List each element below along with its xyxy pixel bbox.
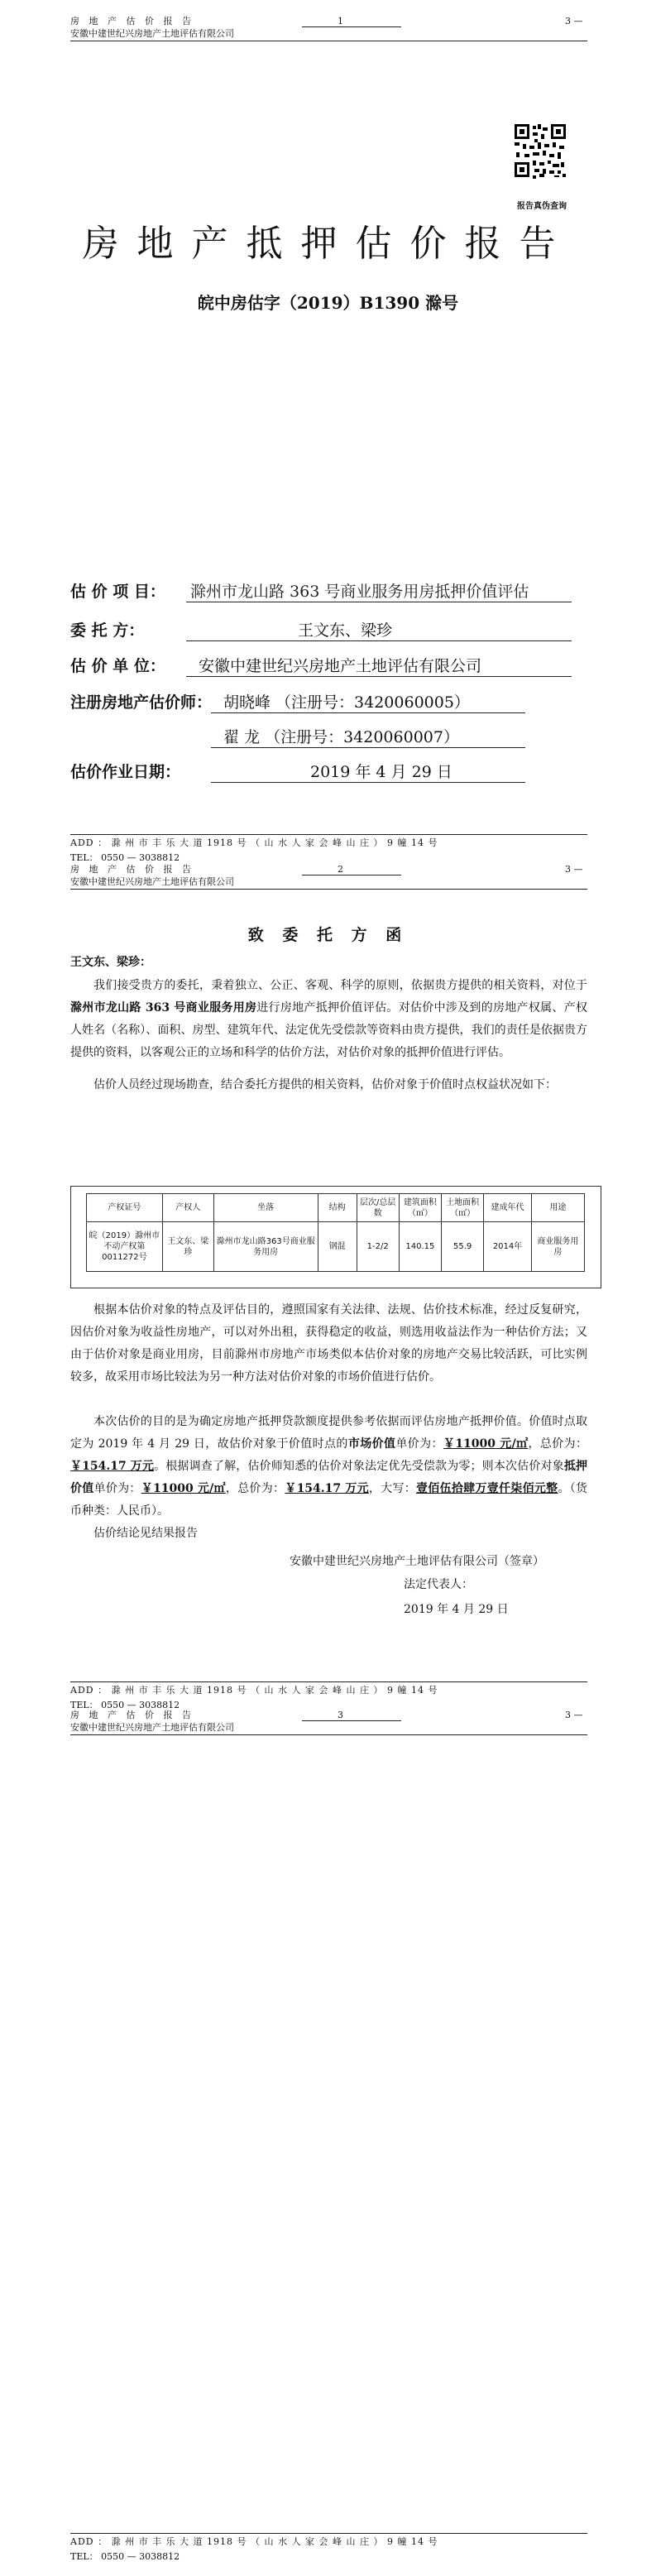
- p1-text-a: 我们接受贵方的委托，秉着独立、公正、客观、科学的原则，依据贵方提供的相关资料，对位于: [93, 979, 587, 992]
- letter-paragraph-4: [70, 1411, 587, 1523]
- td-use: 商业服务用房: [531, 1222, 584, 1272]
- page3-number: 3: [338, 1710, 343, 1720]
- qr-caption: 报告真伪查询: [517, 202, 567, 211]
- th-year: 建成年代: [484, 1194, 532, 1222]
- page3-header-rule: [70, 1734, 587, 1735]
- letter-paragraph-1: [70, 975, 587, 1064]
- td-land-area: 55.9: [442, 1222, 484, 1272]
- th-structure: 结构: [318, 1194, 357, 1222]
- project-label: 估 价 项 目：: [70, 583, 165, 601]
- page3-footer-rule: [70, 2533, 587, 2534]
- p1-property-address: 滁州市龙山路 363 号商业服务用房: [70, 1001, 257, 1015]
- p4-text-e: 。根据调查了解，估价师知悉的估价对象法定优先受偿款为零；则本次估价对象: [154, 1460, 564, 1473]
- valuer-2: 翟 龙 （注册号：3420060007）: [223, 728, 459, 746]
- th-land-area: 土地面积（㎡）: [442, 1194, 484, 1222]
- client-label: 委 托 方：: [70, 621, 145, 640]
- sign-date: 2019 年 4 月 29 日: [404, 1603, 509, 1616]
- page2-number: 2: [338, 864, 343, 875]
- p4-text-g: ，总价为：: [225, 1482, 285, 1495]
- letter-paragraph-5: 估价结论见结果报告: [93, 1527, 198, 1540]
- p4-text-c: 单价为：: [395, 1437, 443, 1451]
- property-table: [86, 1193, 585, 1272]
- letter-paragraph-3: 根据本估价对象的特点及评估目的，遵照国家有关法律、法规、估价技术标准，经过反复研究，因估价对象为收益性房地产，可以对外出租，获得稳定的收益，则选用收益法作为一种估价方法；又由于估价对象是商业用房，目前滁州市房地产市场类似本估价对象的房地产交易比较活跃，可比实例较多，故采用市场比较法为另一种方法对估价对象的市场价值进行估价。: [70, 1303, 587, 1384]
- appraiser-org-label: 估 价 单 位：: [70, 657, 165, 675]
- p4-text-d: ，总价为：: [528, 1437, 588, 1451]
- report-title: 房地产抵押估价报告: [82, 223, 574, 265]
- legal-representative: 法定代表人：: [404, 1578, 473, 1591]
- appraiser-org-underline: [186, 676, 572, 677]
- page2-footer-tel: TEL： 0550 — 3038812: [70, 1700, 180, 1710]
- td-location: 滁州市龙山路363号商业服务用房: [213, 1222, 318, 1272]
- page1-footer-rule: [70, 834, 587, 835]
- qr-code-icon: [513, 122, 567, 192]
- page2-footer-address: ADD ： 滁 州 市 丰 乐 大 道 1918 号 （ 山 水 人 家 会 峰 山 庄 ） 9 幢 14 号: [70, 1685, 438, 1696]
- page1-number: 1: [338, 16, 343, 26]
- page3-header-company: 安徽中建世纪兴房地产土地评估有限公司: [70, 1722, 234, 1733]
- p4-mortgage-unit-price: ￥11000 元/㎡: [141, 1482, 226, 1495]
- valuer-1: 胡晓峰 （注册号：3420060005）: [223, 693, 470, 712]
- letter-paragraph-2: 估价人员经过现场勘查，结合委托方提供的相关资料，估价对象于价值时点权益状况如下：: [93, 1078, 557, 1091]
- letter-salutation: 王文东、梁珍：: [70, 956, 151, 969]
- th-location: 坐落: [213, 1194, 318, 1222]
- p4-market-value: 市场价值: [347, 1437, 396, 1451]
- td-floors: 1-2/2: [357, 1222, 399, 1272]
- page1-header-title: 房 地 产 估 价 报 告: [70, 16, 194, 26]
- appraiser-org-value: 安徽中建世纪兴房地产土地评估有限公司: [199, 657, 482, 675]
- page2-header-title: 房 地 产 估 价 报 告: [70, 864, 194, 875]
- valuer-2-underline: [211, 747, 525, 748]
- td-year: 2014年: [484, 1222, 532, 1272]
- p1-text-b: 进行房地产抵押价值评估。对估价中涉及到的房地产权属、产权人姓名（名称）、面积、房型、建筑年代、法定优先受偿款等资料由贵方提供，我们的责任是依据贵方提供的资料，以客观公正的立场和科学的估价方法，对估价对象的抵押价值进行评估。: [70, 1001, 587, 1059]
- page3-header-title: 房 地 产 估 价 报 告: [70, 1710, 194, 1720]
- p4-market-total: ￥154.17 万元: [70, 1460, 155, 1473]
- p4-mortgage-value: 抵押价值: [70, 1460, 587, 1495]
- p4-text-h: ，大写：: [368, 1482, 417, 1495]
- p4-text-a: 本次估价的目的是为确定房地产抵押贷款额度提供参考依据而评估房地产抵押价值。价值时点取定为 2019 年 4 月 29 日，故估价对象于价值时点的: [70, 1415, 587, 1451]
- signer-company: 安徽中建世纪兴房地产土地评估有限公司（签章）: [290, 1555, 544, 1568]
- letter-title: 致 委 托 方 函: [247, 926, 409, 944]
- page3-footer-address: ADD ： 滁 州 市 丰 乐 大 道 1918 号 （ 山 水 人 家 会 峰 山 庄 ） 9 幢 14 号: [70, 2536, 438, 2547]
- page2-header-company: 安徽中建世纪兴房地产土地评估有限公司: [70, 876, 234, 887]
- document-number: 皖中房估字（2019）B1390 滁号: [197, 293, 459, 313]
- page1-number-underline: [302, 26, 401, 27]
- client-underline: [186, 640, 572, 641]
- date-underline: [211, 782, 525, 783]
- th-cert: 产权证号: [87, 1194, 163, 1222]
- td-owner: 王文东、梁珍: [162, 1222, 213, 1272]
- valuer-1-underline: [211, 712, 525, 713]
- page2-header-right: 3 —: [565, 864, 583, 875]
- td-structure: 钢混: [318, 1222, 357, 1272]
- table-header-row: [87, 1194, 585, 1222]
- page1-header-right: 3 —: [565, 16, 583, 26]
- page2-header-rule: [70, 889, 587, 890]
- p4-amount-in-words: 壹佰伍拾肆万壹仟柒佰元整: [416, 1482, 558, 1495]
- page1-footer-address: ADD ： 滁 州 市 丰 乐 大 道 1918 号 （ 山 水 人 家 会 峰 山 庄 ） 9 幢 14 号: [70, 837, 438, 848]
- table-row: [87, 1222, 585, 1272]
- th-owner: 产权人: [162, 1194, 213, 1222]
- p4-mortgage-total: ￥154.17 万元: [285, 1482, 369, 1495]
- th-building-area: 建筑面积（㎡）: [399, 1194, 441, 1222]
- project-value: 滁州市龙山路 363 号商业服务用房抵押价值评估: [190, 583, 529, 601]
- page1-footer-tel: TEL： 0550 — 3038812: [70, 852, 180, 863]
- page1-header-company: 安徽中建世纪兴房地产土地评估有限公司: [70, 28, 234, 39]
- page2-footer-rule: [70, 1681, 587, 1682]
- p4-text-i: 。（货币种类：人民币）。: [70, 1482, 588, 1518]
- client-value: 王文东、梁珍: [298, 621, 393, 640]
- p4-market-unit-price: ￥11000 元/㎡: [443, 1437, 529, 1451]
- page3-number-underline: [302, 1720, 401, 1721]
- valuers-label: 注册房地产估价师：: [70, 693, 213, 712]
- td-building-area: 140.15: [399, 1222, 441, 1272]
- date-label: 估价作业日期：: [70, 763, 181, 781]
- td-cert: 皖（2019）滁州市不动产权第0011272号: [87, 1222, 163, 1272]
- date-value: 2019 年 4 月 29 日: [310, 763, 452, 781]
- page3-footer-tel: TEL： 0550 — 3038812: [70, 2551, 180, 2562]
- p4-text-f: 单价为：: [93, 1482, 141, 1495]
- th-floors: 层次/总层数: [357, 1194, 399, 1222]
- th-use: 用途: [531, 1194, 584, 1222]
- page3-header-right: 3 —: [565, 1710, 583, 1720]
